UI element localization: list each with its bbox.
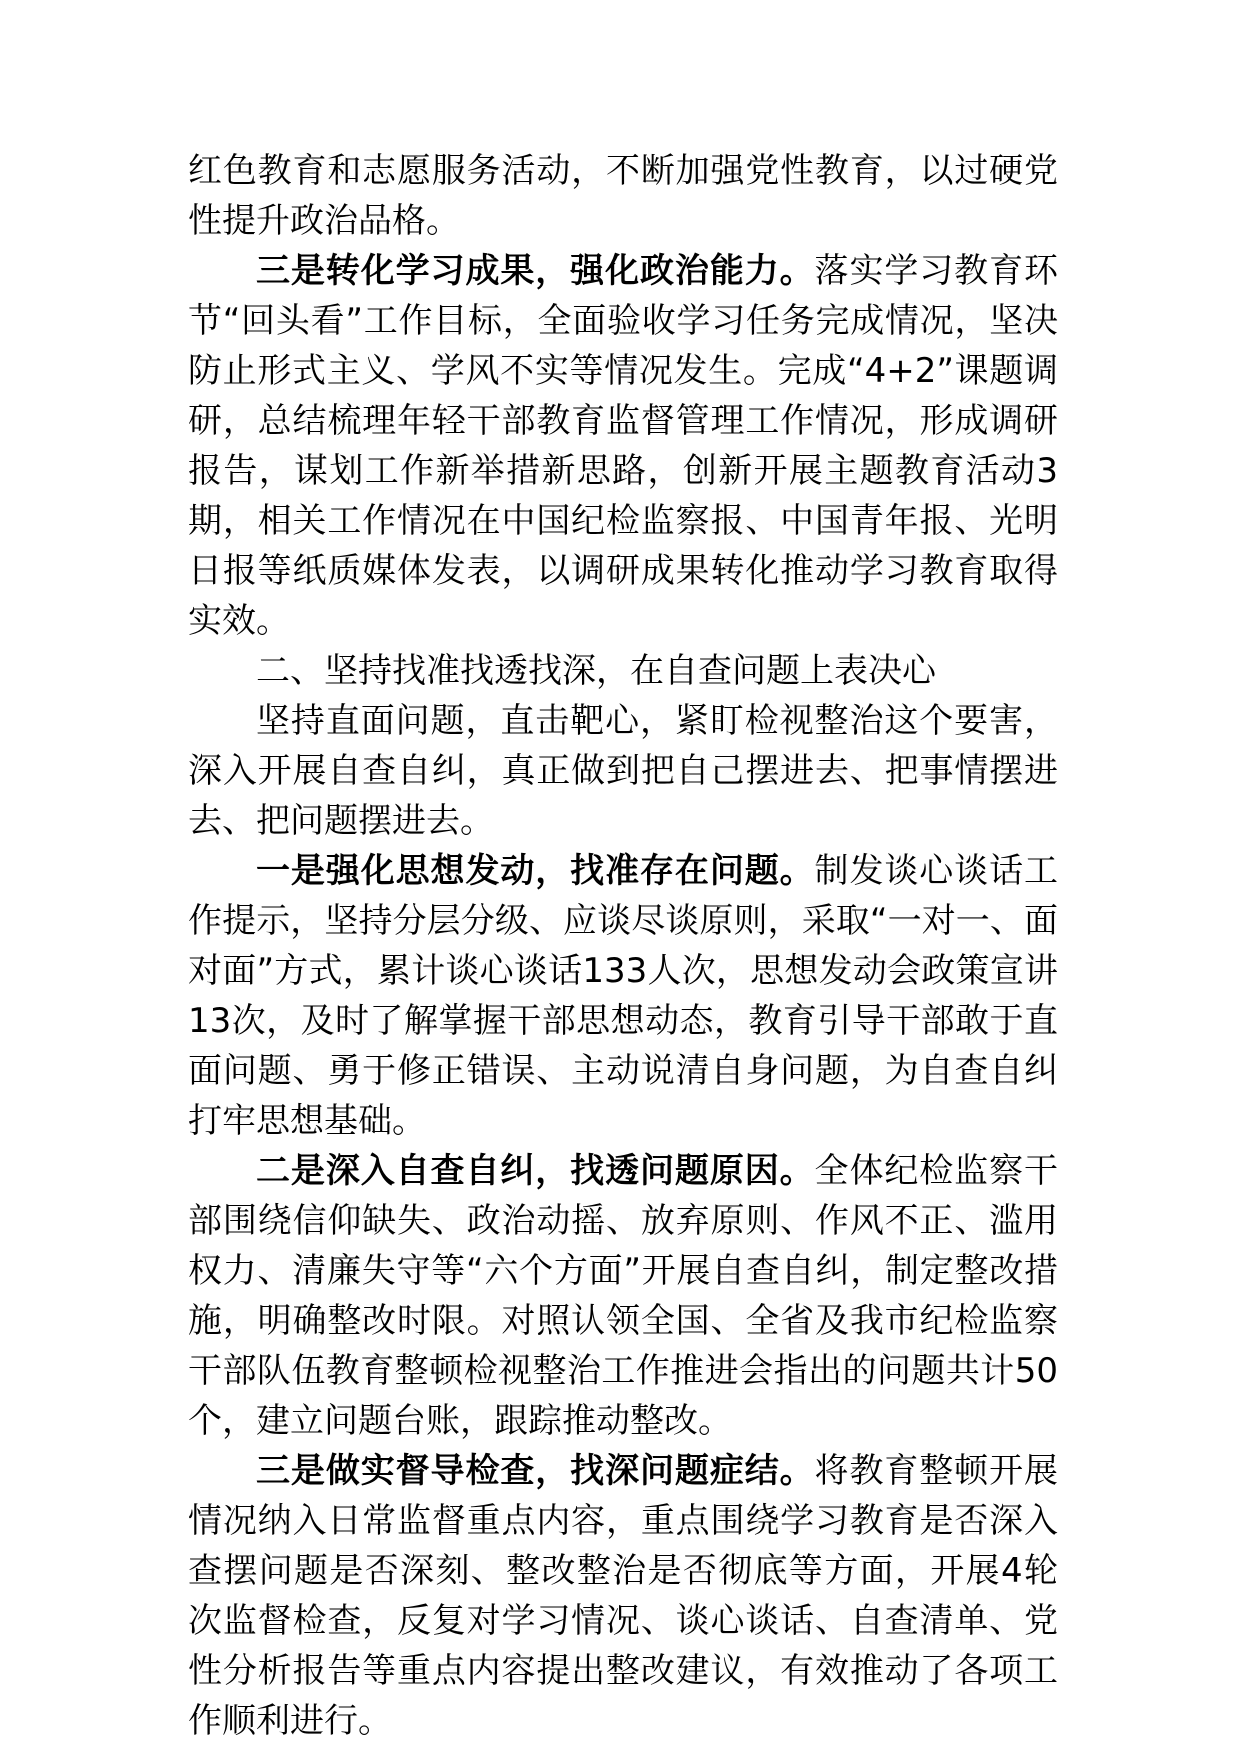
paragraph-2-lead: 三是转化学习成果，强化政治能力。 [256,251,815,291]
document-page [188,146,1058,1746]
paragraph-2-text: 落实学习教育环节“回头看”工作目标，全面验收学习任务完成情况，坚决防止形式主义、学风不实等情况发生。完成“4+2”课题调研，总结梳理年轻干部教育监督管理工作情况，形成调研报告，谋划工作新举措新思路，创新开展主题教育活动3期，相关工作情况在中国纪检监察报、中国青年报、光明日报等纸质媒体发表，以调研成果转化推动学习教育取得实效。 [188,251,1059,641]
paragraph-1-text: 红色教育和志愿服务活动，不断加强党性教育，以过硬党性提升政治品格。 [188,151,1058,241]
paragraph-7 [188,1446,1058,1746]
paragraph-4 [188,696,1058,846]
paragraph-5 [188,846,1058,1146]
paragraph-7-lead: 三是做实督导检查，找深问题症结。 [256,1451,815,1491]
section-heading [188,646,1058,696]
paragraph-6 [188,1146,1058,1446]
paragraph-7-text: 将教育整顿开展情况纳入日常监督重点内容，重点围绕学习教育是否深入查摆问题是否深刻、整改整治是否彻底等方面，开展4轮次监督检查，反复对学习情况、谈心谈话、自查清单、党性分析报告等重点内容提出整改建议，有效推动了各项工作顺利进行。 [188,1451,1059,1741]
paragraph-4-text: 坚持直面问题，直击靶心，紧盯检视整治这个要害，深入开展自查自纠，真正做到把自己摆进去、把事情摆进去、把问题摆进去。 [188,701,1058,841]
paragraph-1 [188,146,1058,246]
paragraph-5-lead: 一是强化思想发动，找准存在问题。 [256,851,815,891]
paragraph-6-lead: 二是深入自查自纠，找透问题原因。 [256,1151,815,1191]
paragraph-5-text: 制发谈心谈话工作提示，坚持分层分级、应谈尽谈原则，采取“一对一、面对面”方式，累计谈心谈话133人次，思想发动会政策宣讲13次，及时了解掌握干部思想动态，教育引导干部敢于直面问题、勇于修正错误、主动说清自身问题，为自查自纠打牢思想基础。 [188,851,1059,1141]
paragraph-2 [188,246,1058,646]
section-heading-text: 二、坚持找准找透找深，在自查问题上表决心 [256,651,936,691]
paragraph-6-text: 全体纪检监察干部围绕信仰缺失、政治动摇、放弃原则、作风不正、滥用权力、清廉失守等“六个方面”开展自查自纠，制定整改措施，明确整改时限。对照认领全国、全省及我市纪检监察干部队伍教育整顿检视整治工作推进会指出的问题共计50个，建立问题台账，跟踪推动整改。 [188,1151,1059,1441]
